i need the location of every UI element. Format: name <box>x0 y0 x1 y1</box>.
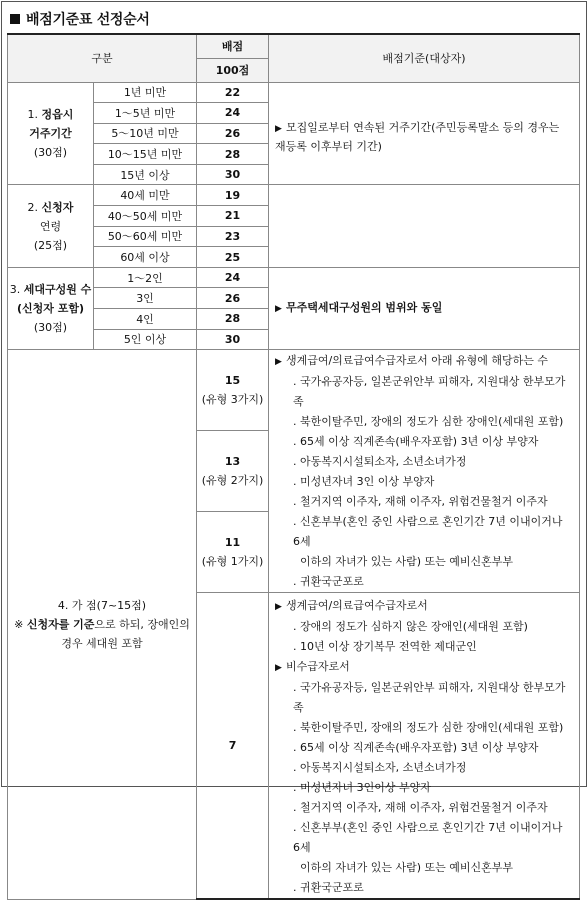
household-num: 3. <box>9 283 21 297</box>
bonus-label <box>8 350 197 900</box>
age-name1: 신청자 <box>41 200 74 214</box>
bonus-c-item: 이하의 자녀가 있는 사람) 또는 예비신혼부부 <box>293 861 514 875</box>
age-criteria <box>269 185 580 267</box>
bonus-note-rest1: 으로 하되, 장애인의 <box>94 617 190 631</box>
bonus-b-item: . 10년 이상 장기복무 전역한 제대군인 <box>293 640 477 654</box>
square-bullet-icon <box>10 14 20 24</box>
household-score: 28 <box>197 309 269 330</box>
bonus-c-item: . 국가유공자등, 일본군위안부 피해자, 지원대상 한부모가족 <box>293 681 566 715</box>
bonus-note-bold: 신청자를 기준 <box>26 617 95 631</box>
header-criteria: 배점기준(대상자) <box>269 34 580 82</box>
header-category: 구분 <box>8 34 197 82</box>
household-score: 26 <box>197 288 269 309</box>
bonus-note-prefix: ※ <box>14 617 27 631</box>
household-range: 5인 이상 <box>94 329 197 350</box>
bonus-score-cell <box>197 512 269 593</box>
page-title <box>10 9 150 29</box>
residence-score: 26 <box>197 123 269 144</box>
bonus-a-item: . 귀환국군포로 <box>293 575 364 589</box>
residence-range: 1～5년 미만 <box>94 103 197 124</box>
residence-score: 30 <box>197 164 269 185</box>
bonus-c-item: . 신혼부부(혼인 중인 사람으로 혼인기간 7년 이내이거나 6세 <box>293 821 563 855</box>
bonus-score: 15 <box>224 374 241 388</box>
age-num: 2. <box>27 200 39 214</box>
bonus-a-item: . 65세 이상 직계존속(배우자포함) 3년 이상 부양자 <box>293 435 539 449</box>
household-criteria <box>269 267 580 349</box>
bonus-a-item: . 국가유공자등, 일본군위안부 피해자, 지원대상 한부모가족 <box>293 375 566 409</box>
household-range: 3인 <box>94 288 197 309</box>
age-range: 40～50세 미만 <box>94 206 197 227</box>
header-total: 100점 <box>197 58 269 82</box>
age-range: 40세 미만 <box>94 185 197 206</box>
bonus-a-item: . 철거지역 이주자, 재해 이주자, 위험건물철거 이주자 <box>293 495 548 509</box>
residence-range: 10～15년 미만 <box>94 144 197 165</box>
household-points: (30점) <box>33 321 68 335</box>
household-criteria-text: 무주택세대구성원의 범위와 동일 <box>285 301 443 315</box>
bonus-c-head: 비수급자로서 <box>285 660 350 674</box>
bonus-a-item: . 북한이탈주민, 장애의 정도가 심한 장애인(세대원 포함) <box>293 415 564 429</box>
residence-criteria <box>269 82 580 185</box>
residence-range: 1년 미만 <box>94 82 197 103</box>
bonus-c-item: . 미성년자녀 3인이상 부양자 <box>293 781 431 795</box>
bonus-type: (유형 1가지) <box>201 555 264 569</box>
bonus-a-item: 이하의 자녀가 있는 사람) 또는 예비신혼부부 <box>293 555 514 569</box>
bonus-c-item: . 65세 이상 직계존속(배우자포함) 3년 이상 부양자 <box>293 741 539 755</box>
age-range: 60세 이상 <box>94 247 197 268</box>
age-name2: 연령 <box>39 219 62 233</box>
triangle-bullet-icon: ▶ <box>275 123 282 134</box>
bonus-a-item: . 신혼부부(혼인 중인 사람으로 혼인기간 7년 이내이거나 6세 <box>293 515 563 549</box>
bonus-c-item: . 철거지역 이주자, 재해 이주자, 위험건물철거 이주자 <box>293 801 548 815</box>
bonus-score-cell <box>197 350 269 431</box>
bonus-score-cell-7: 7 <box>197 593 269 900</box>
residence-label <box>8 82 94 185</box>
household-label <box>8 267 94 349</box>
bonus-b-head: 생계급여/의료급여수급자로서 <box>285 599 428 613</box>
age-score: 21 <box>197 206 269 227</box>
bonus-c-item: . 아동복지시설퇴소자, 소년소녀가정 <box>293 761 467 775</box>
bonus-note-rest2: 경우 세대원 포함 <box>61 636 143 650</box>
residence-points: (30점) <box>33 145 68 159</box>
bonus-criteria-a <box>269 350 580 593</box>
bonus-a-item: . 아동복지시설퇴소자, 소년소녀가정 <box>293 455 467 469</box>
bonus-score: 13 <box>224 455 241 469</box>
bonus-a-item: . 미성년자녀 3인 이상 부양자 <box>293 475 435 489</box>
residence-name2: 거주기간 <box>29 126 72 140</box>
residence-name1: 정읍시 <box>41 107 74 121</box>
household-score: 24 <box>197 267 269 288</box>
header-score: 배점 <box>197 34 269 58</box>
household-range: 1～2인 <box>94 267 197 288</box>
bonus-type: (유형 3가지) <box>201 393 264 407</box>
bonus-a-head: 생계급여/의료급여수급자로서 아래 유형에 해당하는 수 <box>285 354 549 368</box>
age-score: 25 <box>197 247 269 268</box>
household-name2: (신청자 포함) <box>16 302 84 316</box>
bonus-c-item: . 귀환국군포로 <box>293 881 364 895</box>
title-text: 배점기준표 선정순서 <box>26 12 150 28</box>
age-label <box>8 185 94 267</box>
household-score: 30 <box>197 329 269 350</box>
residence-score: 24 <box>197 103 269 124</box>
residence-score: 22 <box>197 82 269 103</box>
bonus-score: 11 <box>224 536 241 550</box>
bonus-line1: 4. 가 점(7~15점) <box>57 598 147 612</box>
age-score: 23 <box>197 226 269 247</box>
triangle-bullet-icon: ▶ <box>275 602 282 613</box>
household-name1: 세대구성원 수 <box>23 283 92 297</box>
residence-range: 5～10년 미만 <box>94 123 197 144</box>
age-range: 50～60세 미만 <box>94 226 197 247</box>
triangle-bullet-icon: ▶ <box>275 304 282 315</box>
age-points: (25점) <box>33 238 68 252</box>
triangle-bullet-icon: ▶ <box>275 357 282 368</box>
bonus-criteria-b <box>269 593 580 900</box>
bonus-b-item: . 장애의 정도가 심하지 않은 장애인(세대원 포함) <box>293 620 528 634</box>
residence-score: 28 <box>197 144 269 165</box>
scoring-table <box>7 33 580 900</box>
bonus-type: (유형 2가지) <box>201 474 264 488</box>
residence-range: 15년 이상 <box>94 164 197 185</box>
bonus-score-cell <box>197 431 269 512</box>
triangle-bullet-icon: ▶ <box>275 663 282 674</box>
age-score: 19 <box>197 185 269 206</box>
residence-num: 1. <box>27 107 39 121</box>
bonus-c-item: . 북한이탈주민, 장애의 정도가 심한 장애인(세대원 포함) <box>293 721 564 735</box>
household-range: 4인 <box>94 309 197 330</box>
residence-criteria-text: 모집일로부터 연속된 거주기간(주민등록말소 등의 경우는 재등록 이후부터 기간) <box>275 120 560 153</box>
